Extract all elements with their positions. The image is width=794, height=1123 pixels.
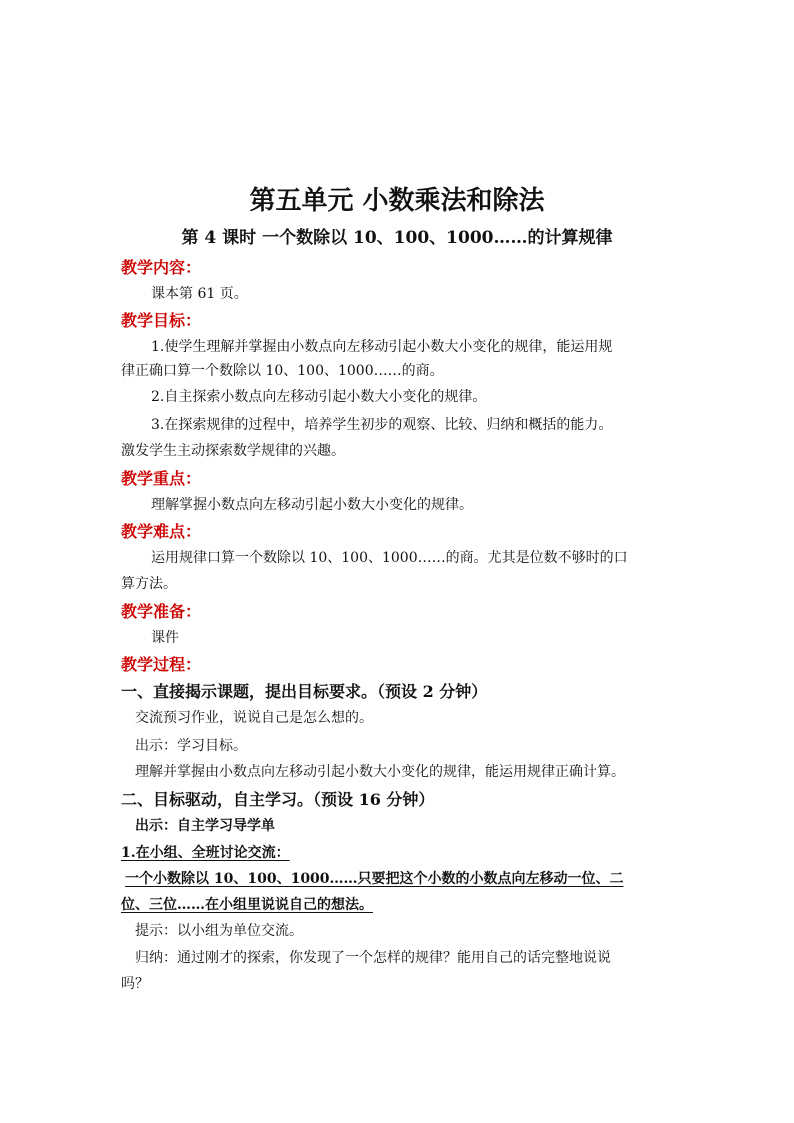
goal-1-line-1: 1.使学生理解并掌握由小数点向左移动引起小数大小变化的规律，能运用规 (151, 339, 613, 355)
unit-title: 第五单元 小数乘法和除法 (249, 186, 545, 216)
task-1-heading: 1.在小组、全班讨论交流： (121, 845, 290, 861)
goal-3-line-1: 3.在探索规律的过程中，培养学生初步的观察、比较、归纳和概括的能力。 (151, 417, 613, 433)
part-1-line-3: 理解并掌握由小数点向左移动引起小数大小变化的规律，能运用规律正确计算。 (135, 764, 625, 780)
process-heading: 教学过程： (121, 655, 202, 674)
difficulty-line-2: 算方法。 (121, 576, 177, 592)
content-heading: 教学内容： (121, 258, 202, 277)
content-text: 课本第 61 页。 (151, 286, 248, 302)
part-1-line-2: 出示：学习目标。 (135, 738, 247, 754)
task-1-line-1: 一个小数除以 10、100、1000……只要把这个小数的小数点向左移动一位、二 (125, 871, 624, 887)
part-2-heading: 二、目标驱动，自主学习。（预设 16 分钟） (121, 790, 435, 809)
goal-1-line-2: 律正确口算一个数除以 10、100、1000……的商。 (121, 363, 444, 379)
summary-line-2: 吗？ (121, 976, 149, 992)
prep-heading: 教学准备： (121, 602, 202, 621)
key-heading: 教学重点： (121, 469, 202, 488)
difficulty-line-1: 运用规律口算一个数除以 10、100、1000……的商。尤其是位数不够时的口 (151, 550, 628, 566)
goals-heading: 教学目标： (121, 311, 202, 330)
part-2-show: 出示：自主学习导学单 (135, 818, 275, 834)
prep-text: 课件 (151, 630, 179, 646)
task-1-line-2: 位、三位……在小组里说说自己的想法。 (121, 897, 373, 913)
hint-text: 提示：以小组为单位交流。 (135, 923, 303, 939)
goal-3-line-2: 激发学生主动探索数学规律的兴趣。 (121, 443, 345, 459)
difficulty-heading: 教学难点： (121, 522, 202, 541)
key-text: 理解掌握小数点向左移动引起小数大小变化的规律。 (151, 497, 473, 513)
goal-2: 2.自主探索小数点向左移动引起小数大小变化的规律。 (151, 389, 487, 405)
summary-line-1: 归纳：通过刚才的探索，你发现了一个怎样的规律？能用自己的话完整地说说 (135, 950, 611, 966)
lesson-title: 第 4 课时 一个数除以 10、100、1000……的计算规律 (181, 228, 613, 248)
part-1-line-1: 交流预习作业，说说自己是怎么想的。 (135, 710, 373, 726)
part-1-heading: 一、直接揭示课题，提出目标要求。（预设 2 分钟） (121, 682, 488, 701)
